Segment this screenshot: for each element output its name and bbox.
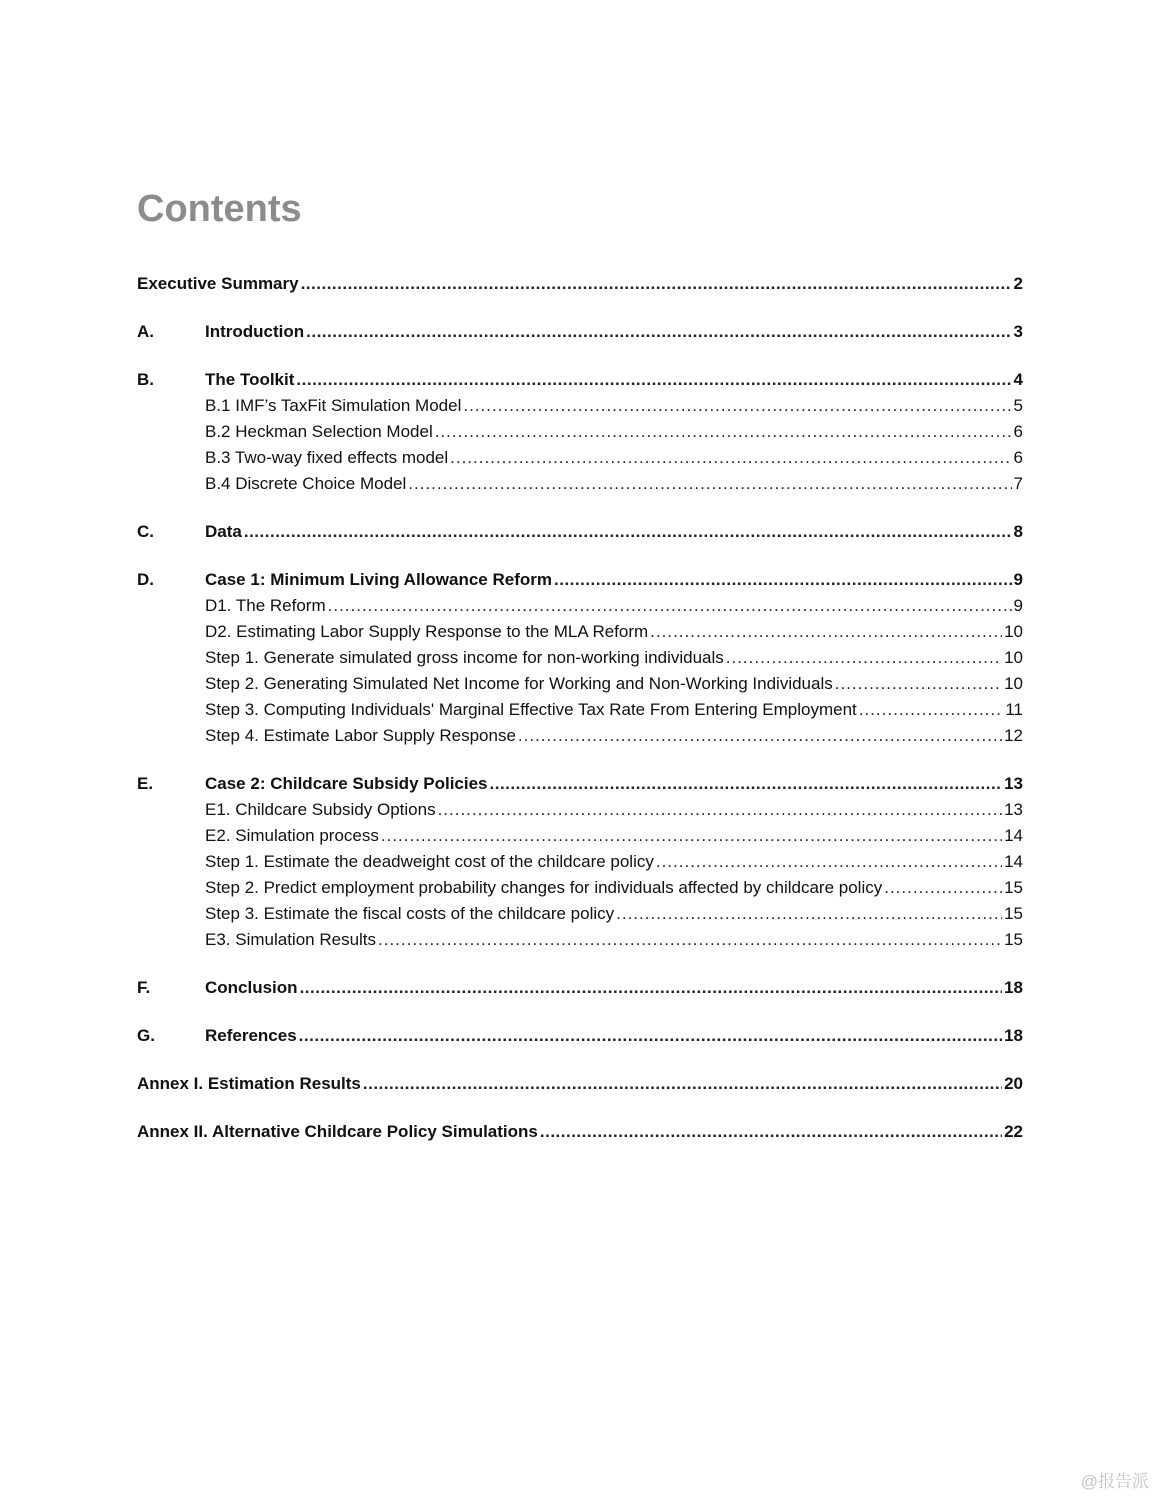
toc-entry-page-number: 2	[1013, 274, 1023, 293]
toc-entry-title: Step 2. Generating Simulated Net Income for Working and Non-Working Individuals	[205, 674, 833, 693]
toc-dot-leader	[884, 875, 1002, 901]
toc-entry-page-number: 14	[1004, 852, 1023, 871]
toc-dot-leader	[244, 519, 1012, 545]
toc-entry[interactable]	[137, 593, 1023, 619]
toc-dot-leader	[328, 593, 1012, 619]
toc-entry-title: Step 1. Estimate the deadweight cost of the childcare policy	[205, 852, 654, 871]
toc-entry[interactable]	[137, 901, 1023, 927]
toc-dot-leader	[616, 901, 1002, 927]
toc-entry[interactable]	[137, 697, 1023, 723]
toc-entry-section-letter: A.	[137, 322, 154, 341]
toc-entry-title: Step 4. Estimate Labor Supply Response	[205, 726, 516, 745]
toc-entry[interactable]	[137, 567, 1023, 593]
toc-entry-section-letter: E.	[137, 774, 154, 793]
toc-entry-page-number: 9	[1013, 570, 1023, 589]
toc-entry-section-letter: F.	[137, 978, 151, 997]
toc-entry-title: Case 2: Childcare Subsidy Policies	[205, 774, 488, 793]
toc-dot-leader	[378, 927, 1002, 953]
toc-entry-page-number: 8	[1013, 522, 1023, 541]
toc-dot-leader	[726, 645, 1002, 671]
toc-entry[interactable]	[137, 1023, 1023, 1049]
toc-entry-title: E1. Childcare Subsidy Options	[205, 800, 436, 819]
toc-dot-leader	[450, 445, 1011, 471]
toc-entry-section-letter: D.	[137, 570, 154, 589]
toc-entry-title: References	[205, 1026, 297, 1045]
toc-entry-title: B.1 IMF’s TaxFit Simulation Model	[205, 396, 462, 415]
toc-entry-page-number: 18	[1004, 1026, 1023, 1045]
toc-entry-page-number: 20	[1004, 1074, 1023, 1093]
toc-entry-page-number: 4	[1013, 370, 1023, 389]
toc-entry-page-number: 10	[1004, 648, 1023, 667]
toc-entry-title: Annex I. Estimation Results	[137, 1074, 361, 1093]
toc-dot-leader	[438, 797, 1003, 823]
toc-entry-section-letter: C.	[137, 522, 154, 541]
toc-dot-leader	[554, 567, 1012, 593]
toc-entry-page-number: 10	[1004, 674, 1023, 693]
toc-entry-page-number: 11	[1005, 700, 1023, 719]
toc-entry[interactable]	[137, 445, 1023, 471]
toc-entry-title: Introduction	[205, 322, 305, 341]
toc-dot-leader	[463, 393, 1011, 419]
toc-entry-section-letter: B.	[137, 370, 154, 389]
toc-dot-leader	[296, 367, 1011, 393]
toc-entry-title: Step 3. Computing Individuals' Marginal Effective Tax Rate From Entering Employment	[205, 700, 857, 719]
toc-dot-leader	[835, 671, 1002, 697]
toc-entry[interactable]	[137, 471, 1023, 497]
toc-entry[interactable]	[137, 519, 1023, 545]
toc-dot-leader	[381, 823, 1002, 849]
toc-entry-title: Executive Summary	[137, 274, 299, 293]
toc-entry-page-number: 13	[1004, 774, 1023, 793]
toc-dot-leader	[540, 1119, 1002, 1145]
toc-entry[interactable]	[137, 771, 1023, 797]
toc-entry-title: E3. Simulation Results	[205, 930, 377, 949]
toc-dot-leader	[859, 697, 1004, 723]
toc-entry-title: D1. The Reform	[205, 596, 326, 615]
toc-dot-leader	[490, 771, 1003, 797]
toc-entry-title: Case 1: Minimum Living Allowance Reform	[205, 570, 552, 589]
toc-entry[interactable]	[137, 319, 1023, 345]
toc-entry[interactable]	[137, 875, 1023, 901]
table-of-contents	[137, 271, 1023, 1145]
toc-entry-page-number: 15	[1004, 878, 1023, 897]
toc-entry[interactable]	[137, 797, 1023, 823]
toc-entry-section-letter: G.	[137, 1026, 155, 1045]
toc-entry[interactable]	[137, 419, 1023, 445]
toc-entry-page-number: 7	[1013, 474, 1023, 493]
toc-dot-leader	[408, 471, 1011, 497]
toc-entry-title: Step 1. Generate simulated gross income for non-working individuals	[205, 648, 724, 667]
toc-entry-title: D2. Estimating Labor Supply Response to the MLA Reform	[205, 622, 649, 641]
toc-dot-leader	[300, 975, 1003, 1001]
toc-entry-page-number: 22	[1004, 1122, 1023, 1141]
toc-entry-page-number: 14	[1004, 826, 1023, 845]
toc-entry[interactable]	[137, 1119, 1023, 1145]
toc-entry-page-number: 10	[1004, 622, 1023, 641]
toc-entry[interactable]	[137, 849, 1023, 875]
toc-entry-page-number: 15	[1004, 930, 1023, 949]
toc-entry-page-number: 3	[1013, 322, 1023, 341]
toc-dot-leader	[306, 319, 1011, 345]
toc-entry-title: Conclusion	[205, 978, 298, 997]
toc-entry[interactable]	[137, 619, 1023, 645]
toc-entry-page-number: 12	[1004, 726, 1023, 745]
toc-dot-leader	[656, 849, 1002, 875]
toc-dot-leader	[435, 419, 1012, 445]
toc-entry-page-number: 9	[1013, 596, 1023, 615]
toc-entry[interactable]	[137, 671, 1023, 697]
toc-entry-title: Data	[205, 522, 242, 541]
toc-entry-page-number: 6	[1013, 448, 1023, 467]
page-title: Contents	[137, 188, 302, 230]
toc-entry[interactable]	[137, 393, 1023, 419]
toc-entry[interactable]	[137, 1071, 1023, 1097]
toc-entry-title: Step 2. Predict employment probability changes for individuals affected by childcare policy	[205, 878, 883, 897]
toc-entry-page-number: 6	[1013, 422, 1023, 441]
watermark: @报告派	[1080, 1472, 1149, 1491]
toc-entry-title: The Toolkit	[205, 370, 295, 389]
toc-entry[interactable]	[137, 723, 1023, 749]
toc-entry-page-number: 18	[1004, 978, 1023, 997]
toc-entry-title: Step 3. Estimate the fiscal costs of the childcare policy	[205, 904, 615, 923]
toc-entry-title: Annex II. Alternative Childcare Policy Simulations	[137, 1122, 538, 1141]
toc-entry-title: B.2 Heckman Selection Model	[205, 422, 433, 441]
toc-dot-leader	[299, 1023, 1002, 1049]
toc-dot-leader	[650, 619, 1002, 645]
toc-entry-title: E2. Simulation process	[205, 826, 379, 845]
toc-entry[interactable]	[137, 975, 1023, 1001]
toc-entry[interactable]	[137, 645, 1023, 671]
toc-entry-page-number: 15	[1004, 904, 1023, 923]
toc-entry-page-number: 13	[1004, 800, 1023, 819]
toc-entry-title: B.4 Discrete Choice Model	[205, 474, 407, 493]
toc-entry-page-number: 5	[1013, 396, 1023, 415]
toc-entry[interactable]	[137, 823, 1023, 849]
toc-entry[interactable]	[137, 271, 1023, 297]
toc-entry-title: B.3 Two-way fixed effects model	[205, 448, 449, 467]
toc-entry[interactable]	[137, 927, 1023, 953]
toc-dot-leader	[301, 271, 1012, 297]
toc-dot-leader	[363, 1071, 1002, 1097]
toc-entry[interactable]	[137, 367, 1023, 393]
toc-dot-leader	[518, 723, 1002, 749]
